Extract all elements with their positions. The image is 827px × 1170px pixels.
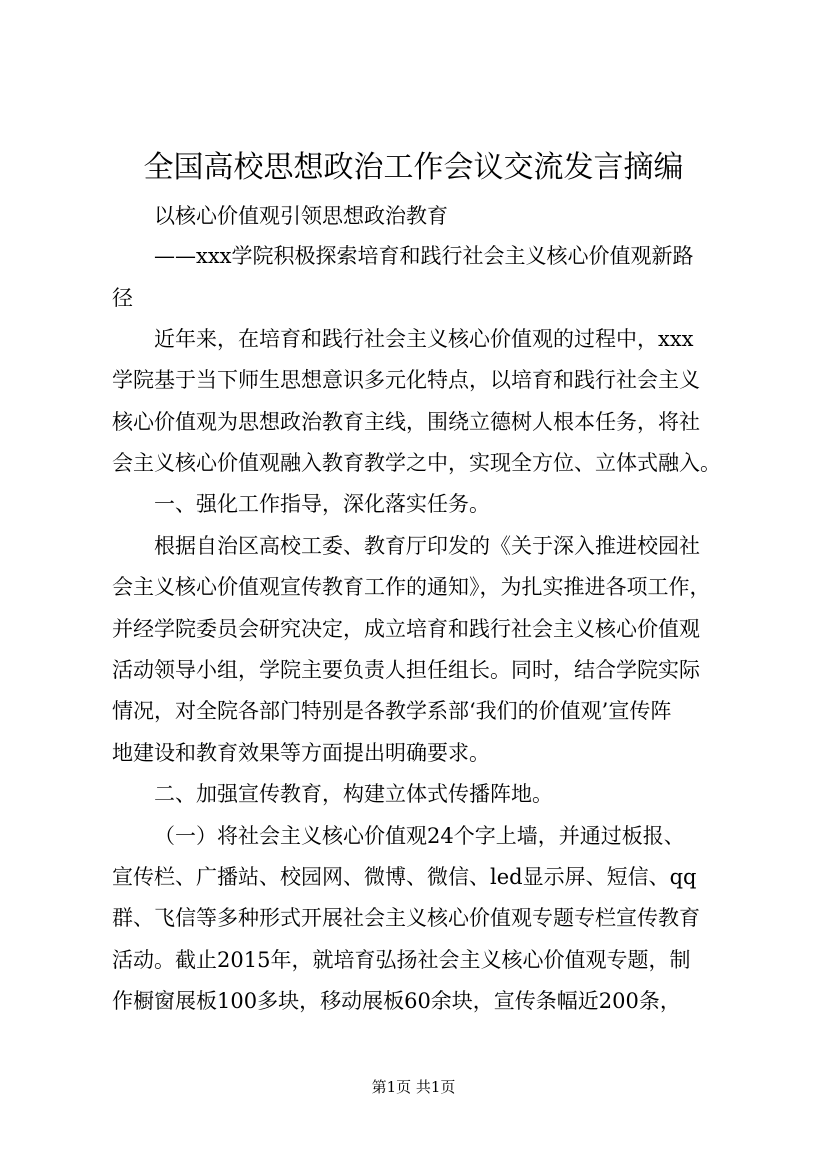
subtitle-line: 径 xyxy=(112,286,133,310)
body-line: 根据自治区高校工委、教育厅印发的《关于深入推进校园社 xyxy=(154,534,700,558)
body-line: 学院基于当下师生思想意识多元化特点，以培育和践行社会主义 xyxy=(112,368,700,392)
subtitle-line: 以核心价值观引领思想政治教育 xyxy=(154,204,448,228)
page-footer: 第1页 共1页 xyxy=(371,1078,456,1096)
body-line: 宣传栏、广播站、校园网、微博、微信、led显示屏、短信、qq xyxy=(112,865,697,889)
body-line: 近年来，在培育和践行社会主义核心价值观的过程中，xxx xyxy=(154,327,694,351)
document-title: 全国高校思想政治工作会议交流发言摘编 xyxy=(143,150,684,185)
body-line: 并经学院委员会研究决定，成立培育和践行社会主义核心价值观 xyxy=(112,617,700,641)
body-line: 群、飞信等多种形式开展社会主义核心价值观专题专栏宣传教育 xyxy=(112,906,700,930)
body-line: 作橱窗展板100多块，移动展板60余块，宣传条幅近200条， xyxy=(112,989,681,1013)
subtitle-line: ——xxx学院积极探索培育和践行社会主义核心价值观新路 xyxy=(154,244,694,268)
body-line: 情况，对全院各部门特别是各教学系部‘我们的价值观’宣传阵 xyxy=(112,699,672,723)
section-heading: 二、加强宣传教育，构建立体式传播阵地。 xyxy=(154,782,553,806)
body-line: 地建设和教育效果等方面提出明确要求。 xyxy=(112,741,490,765)
body-line: 会主义核心价值观宣传教育工作的通知》，为扎实推进各项工作， xyxy=(112,575,711,599)
body-line: 会主义核心价值观融入教育教学之中，实现全方位、立体式融入。 xyxy=(112,451,721,475)
body-line: 活动。截止2015年，就培育弘扬社会主义核心价值观专题，制 xyxy=(112,948,691,972)
body-line: 核心价值观为思想政治教育主线，围绕立德树人根本任务，将社 xyxy=(112,410,700,434)
body-line: 活动领导小组，学院主要负责人担任组长。同时，结合学院实际 xyxy=(112,658,700,682)
body-line: （一）将社会主义核心价值观24个字上墙，并通过板报、 xyxy=(154,824,685,848)
section-heading: 一、强化工作指导，深化落实任务。 xyxy=(154,492,490,516)
